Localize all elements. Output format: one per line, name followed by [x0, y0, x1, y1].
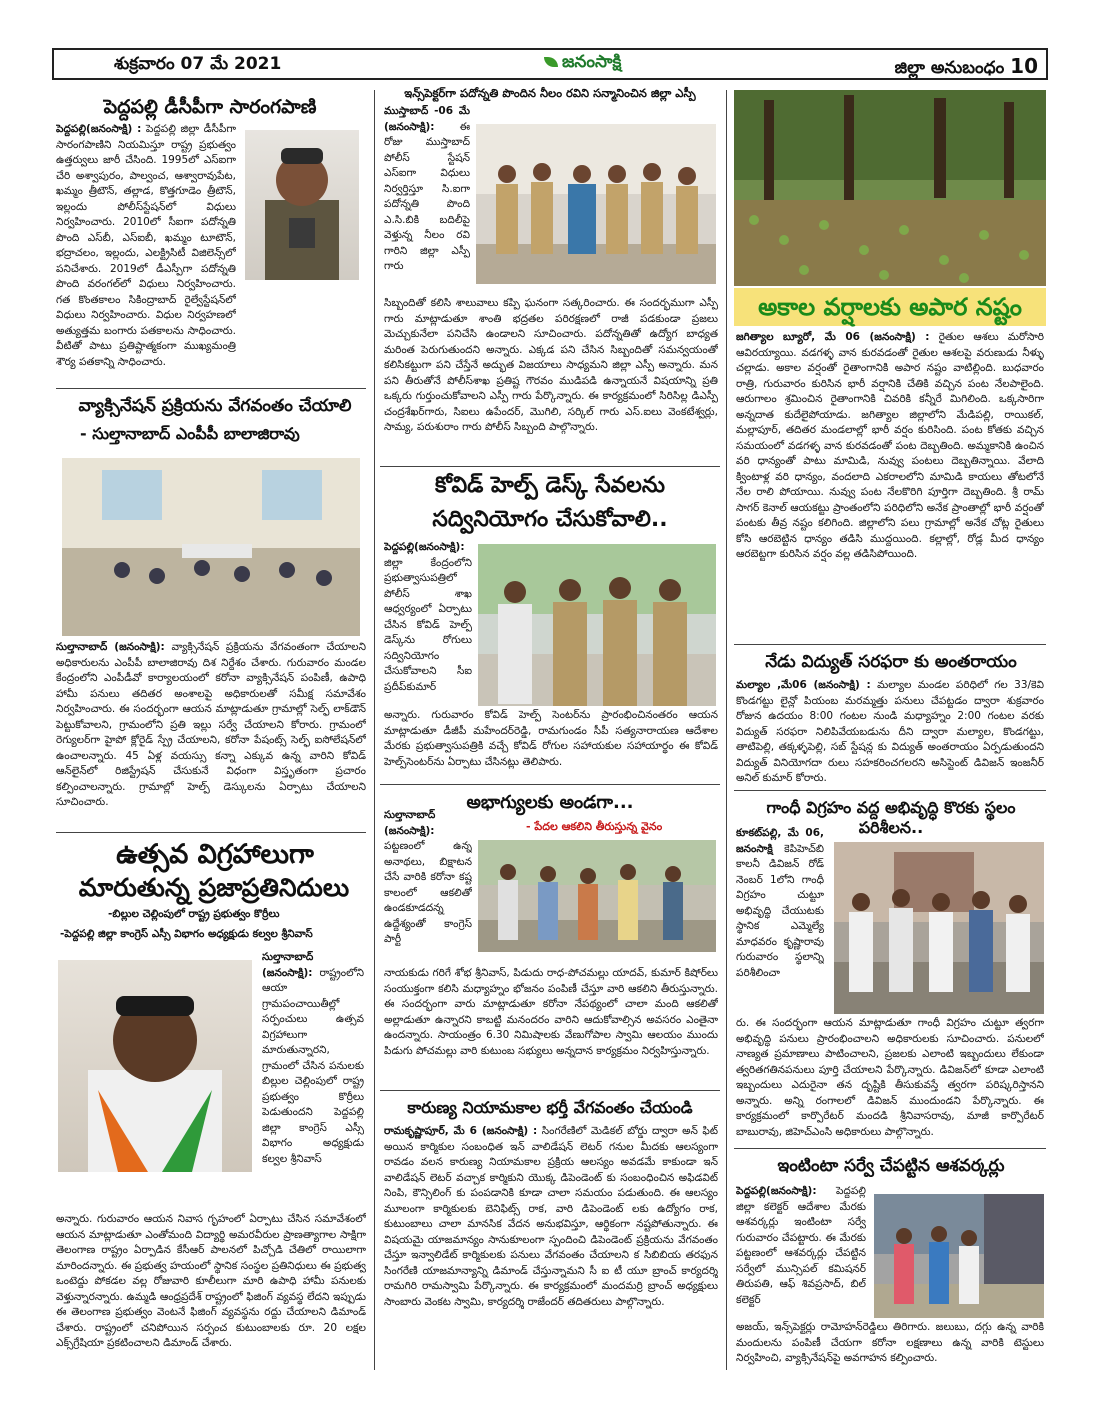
article-helpless-body-narrow: సుల్తానాబాద్ (జనంసాక్షి): పట్టణంలో ఉన్న అనాథలు, బిక్షాటన చేసే వారికి కరోనా కష్ట కాలంలో ఆకలితో ఉండకూడదన్న ఉద్దేశ్యంతో కాంగ్రెస్ పార్టీ	[384, 809, 472, 946]
article-divider	[56, 388, 366, 389]
headline-representatives-l2: మారుతున్న ప్రజాప్రతినిదులు	[78, 873, 350, 902]
article-divider	[380, 784, 720, 785]
subhead-bills: -బిల్లుల చెల్లింపులో రాష్ట్ర ప్రభుత్వం కొర్రీలు	[108, 908, 280, 920]
article-inspector-body-narrow: ముస్తాబాద్ -06 మే (జనంసాక్షి): ఈ రోజు ముస్తాబాద్ పోలీస్ స్టేషన్ ఎస్ఐగా విధులు నిర్వర్తిస్తూ సి.ఐగా పదోన్నతి పొంది ఎ.సి.బికి బదిలీపై వెళ్తున్న నీలం రవి గారిని జిల్లా ఎస్పీ గారు	[384, 105, 470, 273]
headline-compassionate: కారుణ్య నియామకాల భర్తీ వేగవంతం చేయండి	[407, 1098, 693, 1117]
masthead	[52, 48, 1048, 80]
article-gandhi-statue-body-wide: రు. ఈ సందర్భంగా ఆయన మాట్లాడుతూ గాంధీ విగ్రహం చుట్టూ త్వరగా అభివృద్ధి పనులు ప్రారంభించాలని అధికారులకు సూచించారు. పనులలో నాణ్యత ప్రమాణాలు పాటించాలని, ప్రజలకు ఎలాంటి ఇబ్బందులు లేకుండా త్వరితగతినపనులు పూర్తి చేయాలని పేర్కొన్నారు. డివిజన్‌లో కూడా ఎలాంటి ఇబ్బందులు ఎదురైనా తన దృష్టికి తీసుకువస్తే త్వరగా పరిష్కరిస్తానని అన్నారు. అన్ని రంగాలలో డివిజన్ ముందుండని పేర్కొన్నారు. ఈ కార్యక్రమంలో కార్పొరేటర్ మందడి శ్రీనివాసరావు, మాజీ కార్పొరేటర్ బాబురావు, జిహెచ్ఎంసి అధికారులు పాల్గొన్నారు.	[736, 1017, 1044, 1138]
page-number: 10	[1010, 54, 1038, 78]
article-divider	[734, 790, 1046, 791]
fallen-mangoes-photo	[734, 90, 1046, 286]
headline-helpless: అభాగ్యులకు అండగా...	[466, 792, 634, 813]
article-divider	[380, 1090, 720, 1091]
article-compassionate-body: రామకృష్ణాపూర్, మే 6 (జనంసాక్షి) : సింగరేణిలో మెడికల్ బోర్డు ద్వారా అన్ ఫిట్ అయిన కార్మికుల సంబంధిత ఇన్ వాలిడేషన్ లెటర్ గనుల మీదకు ఆలస్యంగా రావడం వలన కారుణ్య నియామకాల ప్రక్రియ ఆలస్యం అవడమే కాకుండా ఇన్ వాలిడేషన్ లెటర్ వచ్చాక కార్మికుని యొక్క డిపెండెంట్ కు సంబంధించిన అఫిడవిట్ నింపి, కౌన్సిలింగ్ కు పంపడానికి కూడా చాలా సమయం పడుతుంది. ఈ ఆలస్యం మూలంగా కార్మికులకు బెనిఫిట్స్ రాక, వారి డిపెండెంట్ లకు ఉద్యోగం రాక, కుటుంబాలు చాలా మానసిక వేదన అనుభవిస్తూ, ఆర్థికంగా నష్టపోతున్నారు. ఈ విషయమై యాజమాన్యం సానుకూలంగా స్పందించి డిపెండెంట్ ప్రక్రియను వేగవంతం చేస్తూ ఇన్వాలిడేట్ కార్మికులకు పనులు వేగవంతం చేయాలని క సిబిబియ తరఫున సింగరేణి యాజమాన్యాన్ని డిమాండ్ చేస్తున్నామని సీ ఐ టీ యూ బ్రాంచ్ కార్యదర్శి రామగిరి రామస్వామి పేర్కొన్నారు. ఈ కార్యక్రమంలో మందమర్రి బ్రాంచ్ అధ్యక్షులు సాంబారు వెంకట స్వామి, కార్యదర్శి రాజేందర్ తదితరులు పాల్గొన్నారు.	[384, 1125, 718, 1308]
dcp-photo	[245, 130, 359, 280]
newspaper-logo: జనంసాక్షి	[544, 52, 621, 76]
congress-leader-photo	[58, 960, 252, 1172]
article-gandhi-statue-body-narrow: కూకట్‌పల్లి, మే 06, జనంసాక్షి కెపిహెచ్‌బి కాలనీ డివిజన్ రోడ్ నెంబర్ 1లోని గాంధీ విగ్రహం చుట్టూ అభివృద్ధి చేయుటకు స్థానిక ఎమ్మెల్యే మాధవరం కృష్ణారావు గురువారం స్థలాన్ని పరిశీలించా	[736, 827, 824, 979]
page-label: జిల్లా అనుబంధం 10	[894, 54, 1038, 78]
article-divider	[734, 644, 1046, 645]
column-divider	[374, 90, 375, 1370]
headline-gandhi-statue: గాంధీ విగ్రహం వద్ద అభివృద్ధి కొరకు స్థలం పరిశీలన..	[766, 798, 1016, 837]
food-distribution-photo	[478, 840, 716, 952]
subhead-vaccination: - సుల్తానాబాద్ ఎంపీపీ బాలాజిరావు	[80, 424, 300, 443]
headline-asha-survey: ఇంటింటా సర్వే చేపట్టిన ఆశవర్కర్లు	[777, 1156, 1005, 1176]
article-helpless-body-wide: నాయకుడు గరిగే శోభ శ్రీనివాస్, పిడుదు రాధ-పోచమల్లు యాదవ్, కుమార్ కిషోర్‌లు సంయుక్తంగా కలిసి మధ్యాహ్నం భోజనం పంపిణీ చేస్తూ వారి ఆకలిని తీరుస్తున్నారు. ఈ సందర్భంగా వారు మాట్లాడుతూ కరోనా నేపథ్యంలో చాలా మంది ఆకలితో అల్లాడుతూ ఉన్నారని కాబట్టి మనందరం వారిని ఆదుకోవాల్సిన అవసరం ఎంతైనా ఉందన్నారు. సాయంత్రం 6.30 నిమిషాలకు వేణుగోపాల స్వామి ఆలయం ముందు పిడుగు పోచమల్లు వారి కుటుంబ సభ్యులు అన్నదాన కార్యక్రమం నిర్వహిస్తున్నారు.	[384, 967, 718, 1057]
covid-help-desk-photo	[478, 544, 716, 706]
article-covid-desk-body-narrow: పెద్దపల్లి(జనంసాక్షి): జిల్లా కేంద్రంలోని ప్రభుత్వాసుపత్రిలో పోలీస్ శాఖ ఆధ్వర్యంలో ఏర్పాటు చేసిన కోవిడ్ హెల్ప్ డెస్క్‌ను రోగులు సద్వినియోగం చేసుకోవాలని సీఐ ప్రదీప్‌కుమార్	[384, 541, 472, 693]
column-divider	[726, 90, 727, 1370]
article-inspector-body-wide: సిబ్బందితో కలిసి శాలువాలు కప్పి ఘనంగా సత్కరించారు. ఈ సందర్భముగా ఎస్పీ గారు మాట్లాడుతూ శాంతి భద్రతల పరిరక్షణలో రాజీ పడకుండా ప్రజలు మెచ్చుకునేలా పనిచేసి ఉండాలని సూచించారు. పదోన్నతితో ఉద్యోగ బాధ్యత మరింత పెరుగుతుందని అన్నారు. ఎక్కడ పని చేసిన సిబ్బందితో సమన్వయంతో కలిసికట్టుగా పని చేస్తేనే అద్భుత విజయాలు సాధ్యమని జిల్లా ఎస్పీ అన్నారు. మన పని తీరుతోనే పోలీస్‌శాఖ ప్రతిష్ట గౌరవం ముడిపడి ఉన్నాయనే విషయాన్ని ప్రతి ఒక్కరు గుర్తుంచుకోవాలని ఎస్పీ గారు పేర్కొన్నారు. ఈ కార్యక్రమంలో సిరిసిల్ల డిఎస్పీ చంద్రశేఖర్‌గారు, సిఐలు ఉపేందర్, మొగిలి, సర్కిల్ గారు ఎస్.ఐలు వెంకటేశ్వర్లు, సామ్య, పరుశురాం గారు పోలీస్ సిబ్బంది పాల్గొన్నారు.	[384, 297, 718, 434]
headline-untimely-rains: అకాల వర్షాలకు అపార నష్టం	[734, 288, 1046, 326]
article-asha-survey-body-narrow: పెద్దపల్లి(జనంసాక్షి): పెద్దపల్లి జిల్లా కలెక్టర్ ఆదేశాల మేరకు ఆశవర్కర్లు ఇంటింటా సర్వే గురువారం చేపట్టారు. ఈ మేరకు పట్టణంలో ఆశవర్కర్లు చేపట్టిన సర్వేలో మున్సిపల్ కమిషనర్ తిరుపతి, ఆఫ్ శివప్రసాద్, బిల్ కలెక్టర్	[736, 1185, 866, 1306]
article-representatives-body-narrow: సుల్తానాబాద్ (జనంసాక్షి): రాష్ట్రంలోని ఆయా గ్రామపంచాయితీల్లో సర్పంచులు ఉత్సవ విగ్రహాలుగా మారుతున్నారని, గ్రామంలో చేసిన పనులకు బిల్లుల చెల్లింపులో రాష్ట్ర ప్రభుత్వం కొర్రీలు పెడుతుందని పెద్దపల్లి జిల్లా కాంగ్రెస్ ఎస్సీ విభాగం అధ్యక్షుడు కల్వల శ్రీనివాస్	[262, 951, 364, 1165]
site-inspection-photo	[834, 842, 1044, 1014]
article-dcp-body: పెద్దపల్లి(జనంసాక్షి) : పెద్దపల్లి జిల్లా డీసీపీగా సారంగపాణిని నియమిస్తూ రాష్ట్ర ప్రభుత్వం ఉత్తర్వులు జారీ చేసింది. 1995లో ఎస్ఐగా చేరి అశ్వాపురం, పాల్వంచ, ఆశ్వారావుపేట, ఖమ్మం త్రీటౌన్, తల్లాడ, కొత్తగూడెం త్రీటౌన్, ఇల్లందు పోలీస్‌స్టేషన్‌లో విధులు నిర్వహించారు. 2010లో సీఐగా పదోన్నతి పొంది ఎస్‌బీ, ఎస్‌ఐబీ, ఖమ్మం టూటౌన్, భద్రాచలం, ఇల్లందు, ఎలక్ట్రిసిటీ విజిలెన్స్‌లో పనిచేశారు. 2019లో డీఎస్పీగా పదోన్నతి పొంది వరంగల్‌లో విధులు నిర్వహించారు. గత కొంతకాలం సికింద్రాబాద్ రైల్వేస్టేషన్‌లో విధులు నిర్వహించారు. విధుల నిర్వహణలో అత్యుత్తమ బంగారు పతకాలను సాధించారు. వీటితో పాటు ప్రతిష్టాత్మకంగా ముఖ్యమంత్రి శౌర్య పతకాన్ని సాధించారు.	[56, 123, 236, 368]
article-divider	[734, 1148, 1046, 1149]
headline-covid-desk-l2: సద్వినియోగం చేసుకోవాలి..	[432, 507, 668, 532]
headline-dcp: పెద్దపల్లి డీసీపీగా సారంగపాణి	[103, 96, 317, 118]
article-vaccination-body: సుల్తానాబాద్ (జనంసాక్షి): వ్యాక్సినేషన్ ప్రక్రియను వేగవంతంగా చేయాలని అధికారులను ఎంపీపీ బాలాజిరావు దిశ నిర్దేశం చేశారు. గురువారం మండల కేంద్రంలోని ఎంపీడీవో కార్యాలయంలో కరోనా వ్యాక్సినేషన్ పంపిణీ, ఉపాధి హామీ పనులు తదితర అంశాలపై అధికారులతో సమీక్ష సమావేశం నిర్వహించారు. ఈ సందర్భంగా ఆయన మాట్లాడుతూ గ్రామాల్లో సెల్ఫ్ లాక్‌డౌన్ పెట్టుకోవాలని, గ్రామంలోని ప్రతి ఇల్లు సర్వే చేయాలని కోరారు. గ్రామంలో రెగ్యులర్‌గా హైపో క్లోరైడ్ స్ప్రే చేయాలని, కరోనా పేషంట్స్ సెల్ఫ్ ఐసోలేషన్‌లో ఉంచాలన్నారు. 45 ఏళ్ల వయస్సు కన్నా ఎక్కువ ఉన్న వారిని కోవిడ్ ఆన్‌లైన్‌లో రిజిస్ట్రేషన్ చేసుకునే విధంగా విస్తృతంగా ప్రచారం కల్పించాలన్నారు. గ్రామాల్లో హెల్ప్ డెస్కులను ఏర్పాటు చేయాలని సూచించారు.	[56, 641, 366, 809]
article-divider	[380, 466, 720, 467]
article-untimely-rains-body: జగిత్యాల బ్యూరో, మే 06 (జనంసాక్షి) : రైతుల ఆశలు మరోసారి ఆవిరయ్యాయి. వడగళ్ళ వాన కురవడంతో రైతుల ఆశలపై వరుణుడు నీళ్ళు చల్లాడు. అకాల వర్షంతో రైతాంగానికి అపార నష్టం వాటిల్లింది. బుధవారం రాత్రి, గురువారం కురిసిన భారీ వర్షానికి చేతికి వచ్చిన పంట నేలపాలైంది. ఆరుగాలం శ్రమించిన రైతాంగానికి చివరికి కన్నీరే మిగిలింది. ఒక్కసారిగా అన్నదాత కుదేలైపోయాడు. జగిత్యాల జిల్లాలోని మేడిపల్లి, రాయికల్, మల్లాపూర్, తదితర మండలాల్లో భారీ వర్షం కురిసింది. పంట కోతకు వచ్చిన సమయంలో వడగళ్ళ వాన కురవడంతో పంట దెబ్బతింది. అమ్మకానికి ఉంచిన వరి ధాన్యంతో పాటు మామిడి, నువ్వు పంటలు దెబ్బతిన్నాయి. వేలాది క్వింటాళ్ల వరి ధాన్యం, వందలాది ఎకరాలలోని మామిడి కాయలు తోటలోనే నేల రాలి పోయాయి. నువ్వు పంట నేలకొరిగి పూర్తిగా దెబ్బతింది. శ్రీ రామ్ సాగర్ కెనాల్ ఆయకట్టు ప్రాంతంలోని పరిధిలోని అనేక ప్రాంతాల్లో భారీ వర్షంతో పంటకు తీవ్ర నష్టం కలిగింది. జిల్లాలోని పలు గ్రామాల్లో అనేక చోట్ల రైతులు కోసి ఆరబెట్టిన ధాన్యం తడిసి ముద్దయింది. కల్లాల్లో, రోడ్ల మీద ధాన్యం ఆరబెట్టగా కురిసిన వర్షం వల్ల తడిసిపోయింది.	[736, 331, 1044, 561]
subhead-helpless: - పేదల ఆకలిని తీరుస్తున్న వైనం	[526, 820, 663, 833]
headline-covid-desk-l1: కోవిడ్ హెల్ప్ డెస్క్ సేవలను	[435, 473, 665, 498]
meeting-photo	[62, 458, 360, 636]
asha-survey-photo	[874, 1194, 1044, 1318]
leaf-icon	[544, 57, 558, 67]
headline-representatives-l1: ఉత్సవ విగ్రహాలుగా	[116, 839, 314, 870]
headline-vaccination: వ్యాక్సినేషన్ ప్రక్రియను వేగవంతం చేయాలి	[78, 396, 352, 416]
article-covid-desk-body-wide: అన్నారు. గురువారం కోవిడ్ హెల్ప్ సెంటర్‌ను ప్రారంభించినంతరం ఆయన మాట్లాడుతూ డీజీపీ మహేందర్‌రెడ్డి, రామగుండం సీపీ సత్యనారాయణ ఆదేశాల మేరకు ప్రభుత్వాసుపత్రికి వచ్చే కోవిడ్ రోగుల సహాయకుల సహాయార్థం ఈ కోవిడ్ హెల్ప్‌సెంటర్‌ను ఏర్పాటు చేసినట్లు తెలిపారు.	[384, 709, 718, 768]
headline-inspector: ఇన్స్‌పెక్టర్‌గా పదోన్నతి పొందిన నీలం రవిని సన్మానించిన జిల్లా ఎస్పీ	[404, 86, 696, 100]
subhead-congress: -పెద్దపల్లి జిల్లా కాంగ్రెస్ ఎస్సీ విభాగం అధ్యక్షుడు కల్వల శ్రీనివాస్	[60, 928, 313, 940]
article-asha-survey-body-wide: అజయ్, ఇన్స్‌పెక్టర్లు రామోహన్‌రెడ్డిలు తిరిగారు. జలుబు, దగ్గు ఉన్న వారికి మందులను పంపిణీ చేయగా కరోనా లక్షణాలు ఉన్న వారికి టెస్టులు నిర్వహించి, వ్యాక్సినేషన్‌పై అవగాహన కల్పించారు.	[736, 1321, 1044, 1365]
issue-date: శుక్రవారం 07 మే 2021	[114, 54, 282, 74]
headline-power-interruption: నేడు విద్యుత్ సరఫరా కు అంతరాయం	[765, 652, 1017, 672]
article-divider	[56, 832, 366, 833]
article-representatives-body-wide: అన్నారు. గురువారం ఆయన నివాస గృహంలో ఏర్పాటు చేసిన సమావేశంలో ఆయన మాట్లాడుతూ ఎంతోమంది విద్యార్థి అమరవీరుల ప్రాణత్యాగాల సాక్షిగా తెలంగాణ రాష్ట్రం ఏర్పాడిన కేసీఆర్ పాలనలో పిచ్చోడి చేతిలో రాయిలాగా మారిందన్నారు. ఈ ప్రభుత్వ హయంలో స్థానిక సంస్థల ప్రతినిధులు ఈ ప్రభుత్వ ఒంటెద్దు పోకడల వల్ల రోజువారి కూలీలుగా మారి ఉపాధి హామీ పనులకు వెళ్తున్నారన్నారు. ఉమ్మడి ఆంధ్రప్రదేశ్ రాష్ట్రంలో ఫిజింగ్ వ్యవస్థ లేదని ఇప్పుడు ఈ తెలంగాణ ప్రభుత్వం వెంటనే ఫిజింగ్ వ్యవస్థను రద్దు చేయాలని డిమాండ్ చేశారు. రాష్ట్రంలో చనిపోయిన సర్పంచ కుటుంబాలకు రూ. 20 లక్షల ఎక్స్‌గ్రేషియా ప్రకటించాలని డిమాండ్ చేశారు.	[56, 1213, 366, 1350]
police-felicitation-photo	[476, 124, 716, 284]
article-power-interruption-body: మల్యాల ,మే06 (జనంసాక్షి) : మల్యాల మండల పరిధిలో గల 33/కెవి కొండగట్టు లైన్లో పియంబ మరమ్మత్తు పనులు చేపట్టడం ద్వారా శుక్రవారం రోజున ఉదయం 8:00 గంటల నుండి మధ్యాహ్నం 2:00 గంటల వరకు విద్యుత్ సరఫరా నిలిపివేయబడును దీని ద్వారా మల్యాల, కొండగట్టు, తాటిపెల్లి, తక్కళ్ళపెల్లి, సబ్ స్టేషన్ల కు విద్యుత్ అంతరాయం ఏర్పడుతుందని విద్యుత్ వినియోగదా రులు సహకరించగలరని అసిస్టెంట్ డివిజన్ ఇంజనీర్ అనిల్ కుమార్ కోరారు.	[736, 679, 1044, 785]
